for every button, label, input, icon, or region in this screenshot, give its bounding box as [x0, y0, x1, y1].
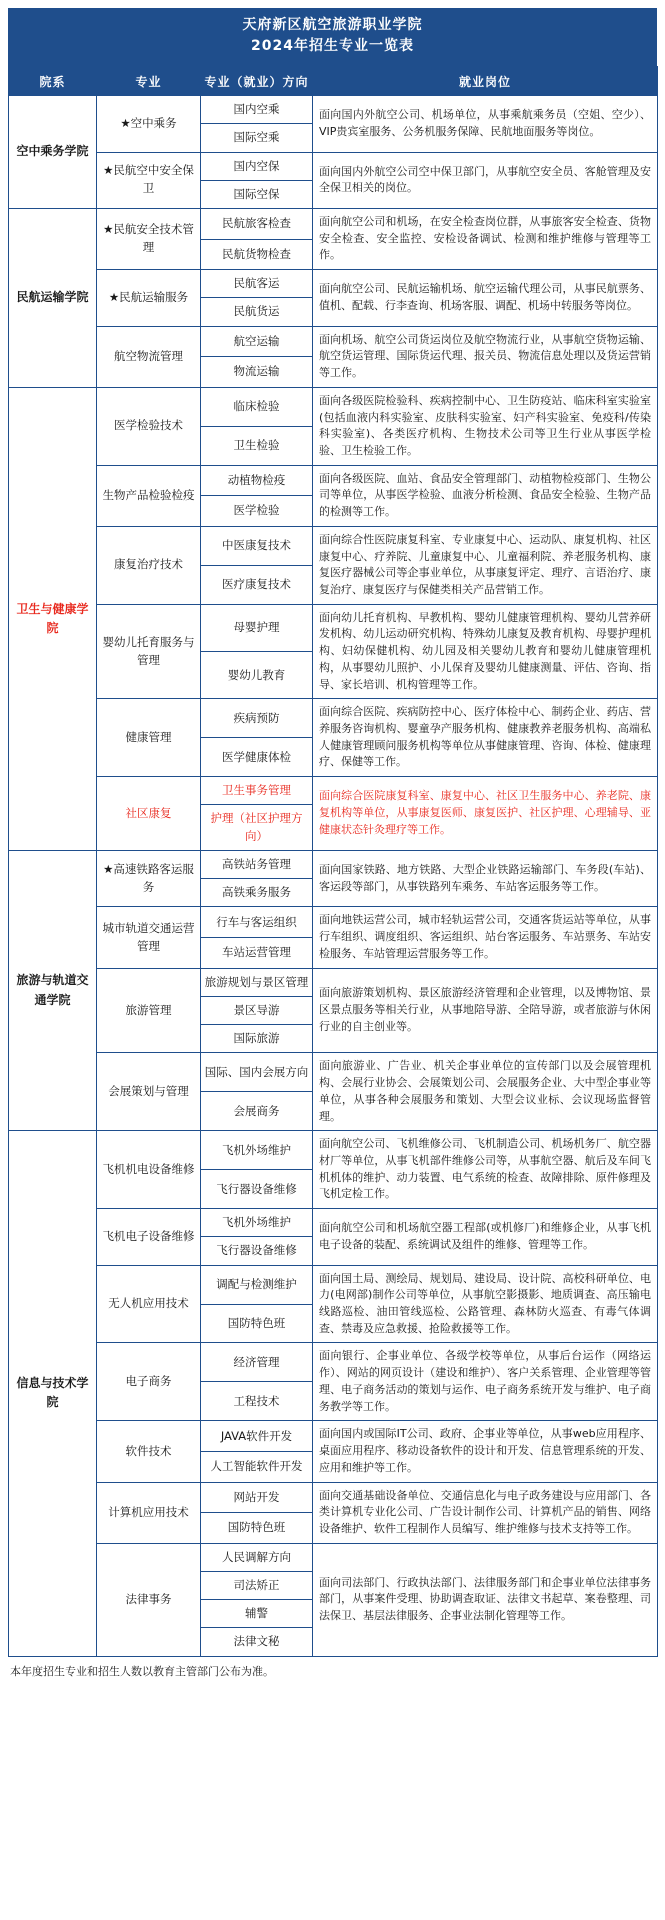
job-cell: 面向银行、企事业单位、各级学校等单位，从事后台运作（网络运作）、网站的网页设计（建设和维护）、客户关系管理、企业管理等管理、电子商务活动的策划与运作、电子商务系统开发与维护、电子商务教学等工作。 [313, 1343, 658, 1421]
major-cell: 社区康复 [97, 777, 201, 851]
direction-cell: 民航货物检查 [201, 239, 313, 270]
department-cell: 旅游与轨道交通学院 [9, 850, 97, 1130]
job-cell: 面向地铁运营公司，城市轻轨运营公司，交通客货运站等单位，从事行车组织、调度组织、客运组织、站台客运服务、车站票务、车站安检服务、车站管理运营服务等工作。 [313, 907, 658, 968]
job-cell: 面向各级医院检验科、疾病控制中心、卫生防疫站、临床科室实验室(包括血液内科实验室、皮肤科实验室、妇产科实验室、免疫科/传染科实验室)、各类医疗机构、生物技术公司等卫生行业从事医学检验、卫生检验工作。 [313, 387, 658, 465]
document-title-bar [8, 8, 657, 66]
table-row [9, 699, 658, 738]
direction-cell: 国际旅游 [201, 1025, 313, 1053]
major-cell: 婴幼儿托育服务与管理 [97, 604, 201, 699]
job-cell: 面向航空公司和机场，在安全检查岗位群，从事旅客安全检查、货物安全检查、安全监控、安检设备调试、检测和维护维修与管理等工作。 [313, 209, 658, 270]
major-cell: 会展策划与管理 [97, 1053, 201, 1131]
direction-cell: 法律文秘 [201, 1628, 313, 1656]
direction-cell: 卫生事务管理 [201, 777, 313, 805]
job-cell: 面向国内或国际IT公司、政府、企事业等单位，从事web应用程序、桌面应用程序、移动设备软件的设计和开发、信息管理系统的开发、应用和维护等工作。 [313, 1421, 658, 1482]
job-cell: 面向交通基础设备单位、交通信息化与电子政务建设与应用部门、各类计算机专业化公司、广告设计制作公司、计算机产品的销售、网络设备维护、软件工程制作人员编写、维护维修与技术支持等工作。 [313, 1482, 658, 1543]
direction-cell: 人工智能软件开发 [201, 1451, 313, 1482]
job-cell: 面向航空公司、民航运输机场、航空运输代理公司，从事民航票务、值机、配载、行李查询、机场客服、调配、机场中转服务等岗位。 [313, 270, 658, 327]
table-row [9, 850, 658, 878]
major-cell: 旅游管理 [97, 968, 201, 1053]
direction-cell: 护理（社区护理方向） [201, 805, 313, 851]
direction-cell: 辅警 [201, 1600, 313, 1628]
direction-cell: 国内空保 [201, 152, 313, 180]
major-cell: 电子商务 [97, 1343, 201, 1421]
direction-cell: 物流运输 [201, 357, 313, 388]
direction-cell: 飞机外场维护 [201, 1209, 313, 1237]
table-row [9, 152, 658, 180]
table-row [9, 968, 658, 996]
table-body [9, 96, 658, 1657]
direction-cell: 人民调解方向 [201, 1543, 313, 1571]
major-cell: 健康管理 [97, 699, 201, 777]
direction-cell: 飞机外场维护 [201, 1131, 313, 1170]
table-row [9, 1131, 658, 1170]
direction-cell: 车站运营管理 [201, 938, 313, 969]
direction-cell: 民航旅客检查 [201, 209, 313, 240]
department-cell: 卫生与健康学院 [9, 387, 97, 850]
table-row [9, 96, 658, 124]
direction-cell: 国际、国内会展方向 [201, 1053, 313, 1092]
direction-cell: 旅游规划与景区管理 [201, 968, 313, 996]
column-header-direction: 专业（就业）方向 [201, 67, 313, 96]
job-cell: 面向国内外航空公司空中保卫部门，从事航空安全员、客舱管理及安全保卫相关的岗位。 [313, 152, 658, 209]
major-cell: 飞机机电设备维修 [97, 1131, 201, 1209]
major-cell: 无人机应用技术 [97, 1265, 201, 1343]
job-cell: 面向各级医院、血站、食品安全管理部门、动植物检疫部门、生物公司等单位，从事医学检验、血液分析检测、食品安全检验、生物产品的检测等工作。 [313, 465, 658, 526]
major-cell: ★民航安全技术管理 [97, 209, 201, 270]
job-cell: 面向综合医院康复科室、康复中心、社区卫生服务中心、养老院、康复机构等单位，从事康复医师、康复医护、社区护理、心理辅导、亚健康状态针灸理疗等工作。 [313, 777, 658, 851]
direction-cell: JAVA软件开发 [201, 1421, 313, 1452]
direction-cell: 中医康复技术 [201, 526, 313, 565]
direction-cell: 国防特色班 [201, 1513, 313, 1544]
direction-cell: 民航货运 [201, 298, 313, 326]
job-cell: 面向旅游策划机构、景区旅游经济管理和企业管理，以及博物馆、景区景点服务等相关行业，从事地陪导游、全陪导游，或者旅游与休闲行业的自主创业等。 [313, 968, 658, 1053]
page-title: 2024年招生专业一览表 [251, 38, 414, 54]
direction-cell: 医学检验 [201, 496, 313, 527]
column-header-major: 专业 [97, 67, 201, 96]
major-cell: ★高速铁路客运服务 [97, 850, 201, 907]
column-header-jobs: 就业岗位 [313, 67, 658, 96]
column-header-department: 院系 [9, 67, 97, 96]
major-cell: 软件技术 [97, 1421, 201, 1482]
majors-table [8, 66, 658, 1657]
direction-cell: 高铁站务管理 [201, 850, 313, 878]
department-cell: 空中乘务学院 [9, 96, 97, 209]
direction-cell: 高铁乘务服务 [201, 879, 313, 907]
table-row [9, 1053, 658, 1092]
major-cell: ★空中乘务 [97, 96, 201, 153]
direction-cell: 婴幼儿教育 [201, 652, 313, 699]
direction-cell: 飞行器设备维修 [201, 1170, 313, 1209]
table-row [9, 526, 658, 565]
footer-note: 本年度招生专业和招生人数以教育主管部门公布为准。 [10, 1664, 274, 1678]
department-cell: 信息与技术学院 [9, 1131, 97, 1656]
direction-cell: 医疗康复技术 [201, 565, 313, 604]
table-row [9, 465, 658, 496]
direction-cell: 国际空乘 [201, 124, 313, 152]
direction-cell: 调配与检测维护 [201, 1265, 313, 1304]
table-row [9, 604, 658, 651]
job-cell: 面向机场、航空公司货运岗位及航空物流行业，从事航空货物运输、航空货运管理、国际货运代理、报关员、物流信息处理以及货运营销等工作。 [313, 326, 658, 387]
table-row [9, 209, 658, 240]
job-cell: 面向国内外航空公司、机场单位，从事乘航乘务员（空姐、空少）、VIP贵宾室服务、公务机服务保障、民航地面服务等岗位。 [313, 96, 658, 153]
table-row [9, 1209, 658, 1237]
job-cell: 面向国家铁路、地方铁路、大型企业铁路运输部门、车务段(车站)、客运段等部门，从事铁路列车乘务、车站客运服务等工作。 [313, 850, 658, 907]
major-cell: 飞机电子设备维修 [97, 1209, 201, 1266]
major-cell: 医学检验技术 [97, 387, 201, 465]
direction-cell: 网站开发 [201, 1482, 313, 1513]
table-row [9, 387, 658, 426]
major-cell: ★民航空中安全保卫 [97, 152, 201, 209]
job-cell: 面向综合医院、疾病防控中心、医疗体检中心、制药企业、药店、营养服务咨询机构、婴童孕产服务机构、健康教养老服务机构、高端私人健康管理顾问服务机构等单位从事健康管理、咨询、体检、健康理疗、保健等工作。 [313, 699, 658, 777]
major-cell: 康复治疗技术 [97, 526, 201, 604]
major-cell: 法律事务 [97, 1543, 201, 1656]
table-row [9, 1265, 658, 1304]
direction-cell: 景区导游 [201, 996, 313, 1024]
school-name: 天府新区航空旅游职业学院 [242, 17, 423, 33]
direction-cell: 国内空乘 [201, 96, 313, 124]
direction-cell: 国际空保 [201, 180, 313, 208]
job-cell: 面向旅游业、广告业、机关企事业单位的宣传部门以及会展管理机构、会展行业协会、会展策划公司、会展服务企业、大中型企事业等单位，从事各种会展服务和策划、大型会议业标、会议现场监督管理。 [313, 1053, 658, 1131]
table-row [9, 1343, 658, 1382]
job-cell: 面向国土局、测绘局、规划局、建设局、设计院、高校科研单位、电力(电网部)制作公司等单位，从事航空影摄影、地质调查、高压输电线路巡检、油田管线巡检、公路管理、森林防火巡查、有毒气体调查、禁毒及应急救援、抢险救援等工作。 [313, 1265, 658, 1343]
direction-cell: 疾病预防 [201, 699, 313, 738]
direction-cell: 会展商务 [201, 1092, 313, 1131]
job-cell: 面向司法部门、行政执法部门、法律服务部门和企事业单位法律事务部门，从事案件受理、协助调查取证、法律文书起草、案卷整理、司法保卫、基层法律服务、企事业法制化管理等工作。 [313, 1543, 658, 1656]
direction-cell: 母婴护理 [201, 604, 313, 651]
table-header-row [9, 67, 658, 96]
table-row [9, 270, 658, 298]
direction-cell: 动植物检疫 [201, 465, 313, 496]
table-row [9, 326, 658, 357]
direction-cell: 航空运输 [201, 326, 313, 357]
job-cell: 面向幼儿托育机构、早教机构、婴幼儿健康管理机构、婴幼儿营养研发机构、幼儿运动研究机构、特殊幼儿康复及教育机构、母婴护理机构、妇幼保健机构、幼儿园及相关婴幼儿教育和婴幼儿健康管理机构，从事婴幼儿照护、小儿保育及婴幼儿健康测量、评估、咨询、指导、家长培训、机构管理等工作。 [313, 604, 658, 699]
major-cell: 计算机应用技术 [97, 1482, 201, 1543]
major-cell: 航空物流管理 [97, 326, 201, 387]
table-row [9, 777, 658, 805]
major-cell: 生物产品检验检疫 [97, 465, 201, 526]
job-cell: 面向航空公司、飞机维修公司、飞机制造公司、机场机务厂、航空器材厂等单位，从事飞机部件维修公司等，从事航空器、航后及车间飞机机体的维护、动力装置、电气系统的检查、故障排除、原件修理及飞机定检工作。 [313, 1131, 658, 1209]
major-cell: 城市轨道交通运营管理 [97, 907, 201, 968]
job-cell: 面向航空公司和机场航空器工程部(或机修厂)和维修企业，从事飞机电子设备的装配、系统调试及组件的维修、管理等工作。 [313, 1209, 658, 1266]
table-row [9, 1543, 658, 1571]
direction-cell: 司法矫正 [201, 1571, 313, 1599]
table-row [9, 907, 658, 938]
job-cell: 面向综合性医院康复科室、专业康复中心、运动队、康复机构、社区康复中心、疗养院、儿童康复中心、儿童福利院、养老服务机构、康复医疗器械公司等企事业单位，从事康复评定、理疗、言语治疗、康复治疗、康复医疗与保健类相关产品营销工作。 [313, 526, 658, 604]
direction-cell: 民航客运 [201, 270, 313, 298]
direction-cell: 工程技术 [201, 1382, 313, 1421]
direction-cell: 国防特色班 [201, 1304, 313, 1343]
direction-cell: 经济管理 [201, 1343, 313, 1382]
direction-cell: 飞行器设备维修 [201, 1237, 313, 1265]
direction-cell: 临床检验 [201, 387, 313, 426]
table-row [9, 1421, 658, 1452]
department-cell: 民航运输学院 [9, 209, 97, 388]
direction-cell: 医学健康体检 [201, 738, 313, 777]
direction-cell: 卫生检验 [201, 426, 313, 465]
table-row [9, 1482, 658, 1513]
direction-cell: 行车与客运组织 [201, 907, 313, 938]
major-cell: ★民航运输服务 [97, 270, 201, 327]
